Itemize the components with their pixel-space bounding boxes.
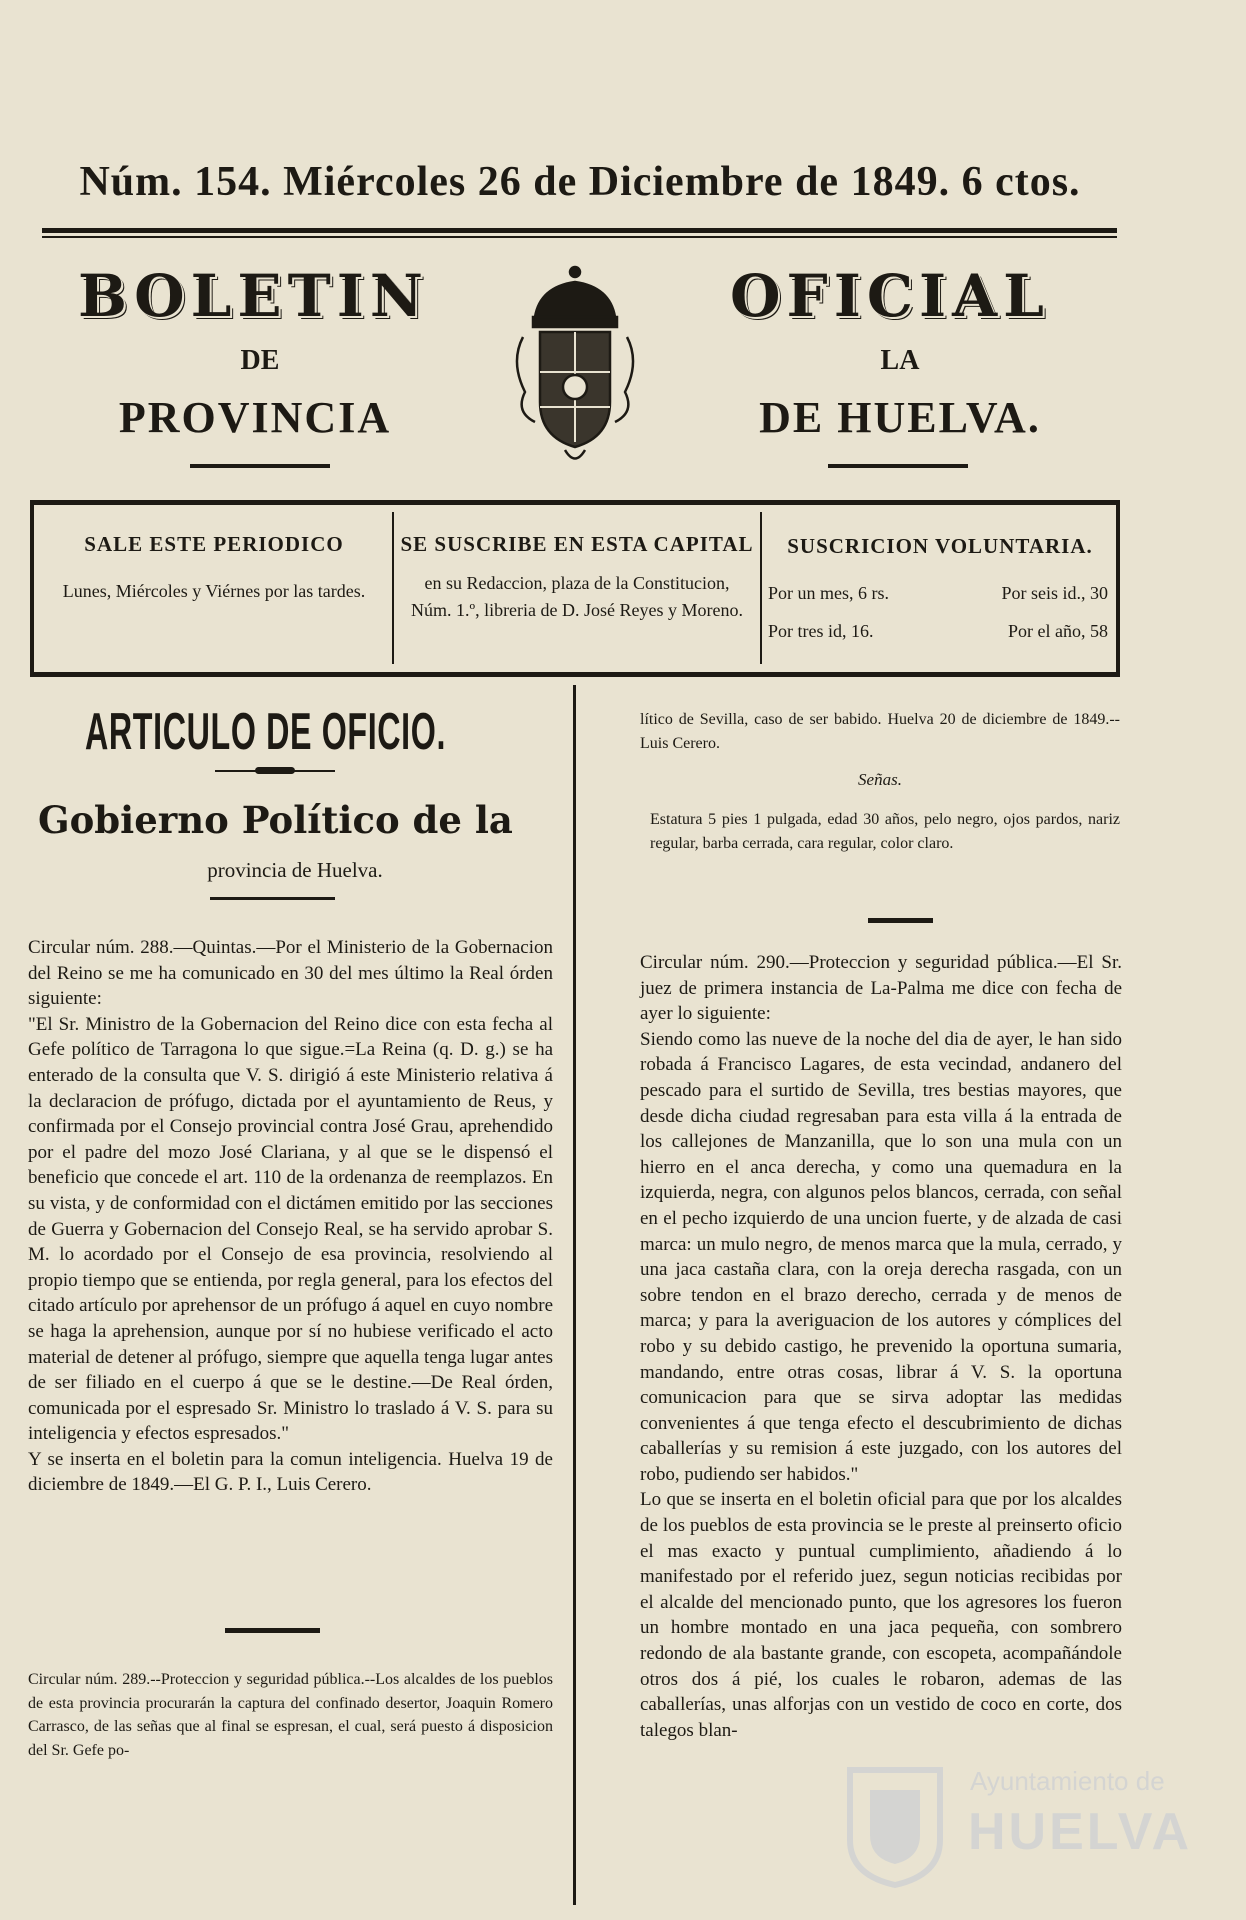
top-rule-thick	[42, 228, 1117, 233]
watermark	[840, 1760, 1220, 1890]
circular-289-text: Circular núm. 289.--Proteccion y seguridad pública.--Los alcaldes de los pueblos de esta provincia procurarán la captura del confinado desertor, Joaquin Romero Carrasco, de las señas que al final se espresan, el cual, será puesto á disposicion del Sr. Gefe po-	[28, 1671, 553, 1759]
info-box-2-heading: SE SUSCRIBE EN ESTA CAPITAL	[400, 532, 754, 556]
masthead-de-huelva: DE HUELVA.	[759, 393, 1041, 442]
info-box-1-heading: SALE ESTE PERIODICO	[84, 532, 344, 556]
office-heading: Gobierno Político de la	[38, 798, 513, 842]
masthead-title-oficial: OFICIAL	[730, 262, 1050, 330]
circular-290-text: Circular núm. 290.—Proteccion y seguridad pública.—El Sr. juez de primera instancia de La-Palma me dice con fecha de ayer lo siguiente: Siendo como las nueve de la noche del dia de ayer, le han sido robada á Francisco Lagares, de esta vecindad, andanero del pescado para el surtido de Sevilla, tres bestias mayores, que desde dicha ciudad regresaban para esta villa á la entrada de los callejones de Manzanilla, que lo son una mula con un hierro en el anca derecha, y como una quemadura en la izquierda, negra, con algunos pelos blancos, cerrada, con señal en el pecho izquierdo de una uncion fuerte, y de alzada de casi marca: un mulo negro, de menos marca que la mula, cerrado, y una jaca castaña clara, con la oreja derecha rasgada, con un sobre tendon en el brazo derecho, cerrada y de menos de marca; y para la averiguacion de los autores y cómplices del robo y su debido castigo, he prevenido la oportuna sumaria, mandando, entre otras cosas, librar á V. S. la oportuna comunicacion para que se sirva adoptar las medidas convenientes á que tenga efecto el descubrimiento de dichas caballerías y su remision á este juzgado, con los autores del robo, pudiendo ser habidos." Lo que se inserta en el boletin oficial para que por los alcaldes de los pueblos de esta provincia se le preste al preinserto oficio el mas exacto y puntual cumplimiento, añadiendo á lo manifestado por el referido juez, segun noticias recibidas por el alcalde del mencionado punto, que los agresores los fueron un hombre montado en una jaca pequeña, con sombrero redondo de ala bastante grande, con escopeta, acompañándole otros dos á pié, los cuales le robaron, ademas de las caballerías, unas alforjas con un vestido de coco en corte, dos talegos blan-	[640, 952, 1122, 1741]
column-divider	[573, 685, 576, 1905]
info-box-2-text: en su Redaccion, plaza de la Constitucion, Núm. 1.º, libreria de D. José Reyes y Moreno.	[410, 573, 743, 620]
info-box-3-row2-left: Por tres id, 16.	[768, 621, 874, 641]
info-box-divider-1	[392, 512, 394, 664]
issue-line: Núm. 154. Miércoles 26 de Diciembre de 1849. 6 ctos.	[79, 159, 1081, 205]
watermark-line-2: HUELVA	[968, 1803, 1193, 1861]
masthead-de: DE	[240, 345, 280, 376]
info-box-bottom-rule	[30, 672, 1120, 677]
coat-of-arms-icon	[505, 262, 645, 467]
office-underline	[210, 897, 335, 900]
info-box-3-row1-left: Por un mes, 6 rs.	[768, 583, 889, 603]
ornament-2	[225, 1628, 320, 1633]
info-box-right-rule	[1116, 500, 1120, 677]
info-box-3-row1-right: Por seis id., 30	[1001, 583, 1108, 603]
masthead-underline-right	[828, 464, 968, 468]
masthead-underline-left	[190, 464, 330, 468]
masthead-la: LA	[880, 345, 920, 376]
masthead-title-boletin: BOLETIN	[78, 262, 429, 330]
info-box-top-rule	[30, 500, 1120, 505]
office-subheading: provincia de Huelva.	[207, 858, 383, 882]
info-box-divider-2	[760, 512, 762, 664]
watermark-line-1: Ayuntamiento de	[970, 1766, 1165, 1796]
masthead-provincia: PROVINCIA	[118, 393, 392, 442]
info-box-left-rule	[30, 500, 34, 677]
top-rule-thin	[42, 236, 1117, 238]
ornament-1-center	[255, 767, 295, 774]
senas-heading: Señas.	[858, 770, 902, 789]
watermark-shield-icon	[840, 1760, 950, 1890]
continuation-text: lítico de Sevilla, caso de ser babido. Huelva 20 de diciembre de 1849.--Luis Cerero.	[640, 711, 1120, 752]
circular-288-text: Circular núm. 288.—Quintas.—Por el Ministerio de la Gobernacion del Reino se me ha comunicado en 30 del mes último la Real órden siguiente: "El Sr. Ministro de la Gobernacion del Reino dice con esta fecha al Gefe político de Tarragona lo que sigue.=La Reina (q. D. g.) se ha enterado de la consulta que V. S. dirigió á este Ministerio relativa á la declaracion de prófugo, dictada por el ayuntamiento de Reus, y confirmada por el Consejo provincial contra José Grau, aprehendido por el padre del mozo José Clariana, y al que se le dispensó el beneficio que concede el art. 110 de la ordenanza de reemplazos. En su vista, y de conformidad con el dictámen emitido por las secciones de Guerra y Gobernacion del Consejo Real, se ha servido aprobar S. M. lo acordado por el Consejo de esa provincia, resolviendo al propio tiempo que se entienda, por regla general, para los efectos del citado artículo por aprehensor de un prófugo á aquel en cuyo nombre se haga la aprehension, aunque por sí no hubiese verificado el acto material de detener al prófugo, siempre que aquella tenga lugar antes de ser filiado en el cuerpo á que se le destine.—De Real órden, comunicada por el espresado Sr. Ministro lo traslado á V. S. para su inteligencia y efectos espresados." Y se inserta en el boletin para la comun inteligencia. Huelva 19 de diciembre de 1849.—El G. P. I., Luis Cerero.	[28, 937, 553, 1496]
section-heading: ARTICULO DE OFICIO.	[85, 703, 447, 761]
info-box-3-row2-right: Por el año, 58	[1008, 621, 1108, 641]
senas-text: Estatura 5 pies 1 pulgada, edad 30 años, pelo negro, ojos pardos, nariz regular, barba cerrada, cara regular, color claro.	[650, 811, 1120, 852]
info-box-1-text: Lunes, Miércoles y Viérnes por las tardes.	[62, 581, 366, 601]
info-box-3-heading: SUSCRICION VOLUNTARIA.	[787, 534, 1093, 558]
ornament-3	[868, 918, 933, 923]
